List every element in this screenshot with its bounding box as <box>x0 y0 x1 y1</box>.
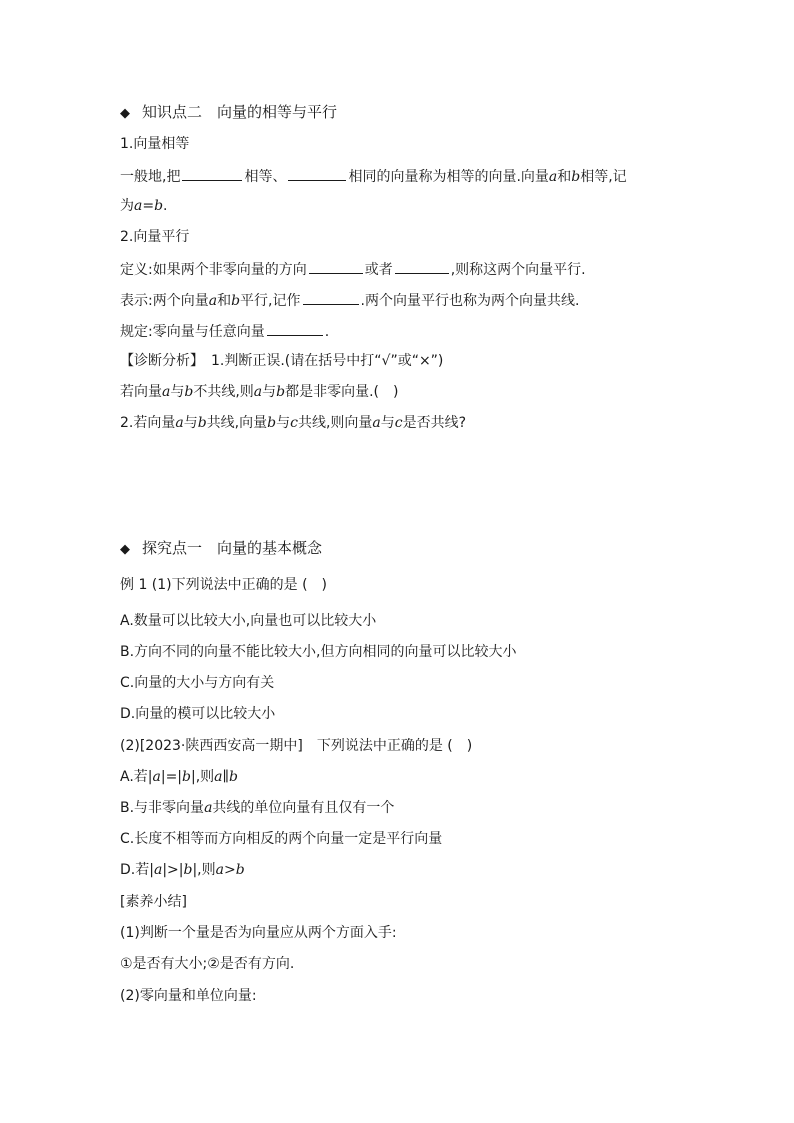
option-d: D.向量的模可以比较大小 <box>120 706 276 722</box>
parallel-definition-line: 定义:如果两个非零向量的方向 或者 ,则称这两个向量平行. <box>120 258 586 280</box>
option-d: D.若|a|>|b|,则a>b <box>120 862 245 878</box>
option-a: A.若|a|=|b|,则a∥b <box>120 769 238 785</box>
fill-blank[interactable] <box>267 320 323 336</box>
fill-blank[interactable] <box>309 258 363 274</box>
judgment-question: 若向量a与b不共线,则a与b都是非零向量.( ) <box>120 384 399 400</box>
option-c: C.长度不相等而方向相反的两个向量一定是平行向量 <box>120 831 443 847</box>
fill-blank[interactable] <box>288 165 346 181</box>
fill-blank[interactable] <box>395 258 449 274</box>
example-1-part-2: (2)[2023·陕西西安高一期中] 下列说法中正确的是 ( ) <box>120 738 473 754</box>
diamond-bullet-icon: ◆ <box>120 106 130 121</box>
example-1-part-1: 例 1 (1)下列说法中正确的是 ( ) <box>120 577 328 593</box>
option-b: B.与非零向量a共线的单位向量有且仅有一个 <box>120 800 395 816</box>
summary-heading: [素养小结] <box>120 894 187 910</box>
section-heading <box>120 538 322 560</box>
summary-point-1-detail: ①是否有大小;②是否有方向. <box>120 956 295 972</box>
summary-point-2: (2)零向量和单位向量: <box>120 988 257 1004</box>
diamond-bullet-icon: ◆ <box>120 542 130 557</box>
option-c: C.向量的大小与方向有关 <box>120 675 275 691</box>
fill-blank[interactable] <box>303 289 359 305</box>
heading-text: 探究点一 向量的基本概念 <box>142 539 323 557</box>
diagnosis-heading: 【诊断分析】 1.判断正误.(请在括号中打“√”或“×”) <box>120 353 444 369</box>
fill-blank[interactable] <box>182 165 242 181</box>
parallel-rule-line: 规定:零向量与任意向量 . <box>120 320 329 342</box>
option-b: B.方向不同的向量不能比较大小,但方向相同的向量可以比较大小 <box>120 644 517 660</box>
section-heading <box>120 102 337 124</box>
subheading-vector-parallel: 2.向量平行 <box>120 229 190 245</box>
equal-definition-line2: 为a=b. <box>120 198 168 214</box>
subheading-vector-equal: 1.向量相等 <box>120 136 190 152</box>
heading-text: 知识点二 向量的相等与平行 <box>142 103 338 121</box>
summary-point-1: (1)判断一个量是否为向量应从两个方面入手: <box>120 925 397 941</box>
collinear-question: 2.若向量a与b共线,向量b与c共线,则向量a与c是否共线? <box>120 415 467 431</box>
equal-definition-line: 一般地,把 相等、 相同的向量称为相等的向量.向量a和b相等,记 <box>120 165 627 187</box>
option-a: A.数量可以比较大小,向量也可以比较大小 <box>120 613 377 629</box>
parallel-notation-line: 表示:两个向量a和b平行,记作 .两个向量平行也称为两个向量共线. <box>120 289 579 311</box>
